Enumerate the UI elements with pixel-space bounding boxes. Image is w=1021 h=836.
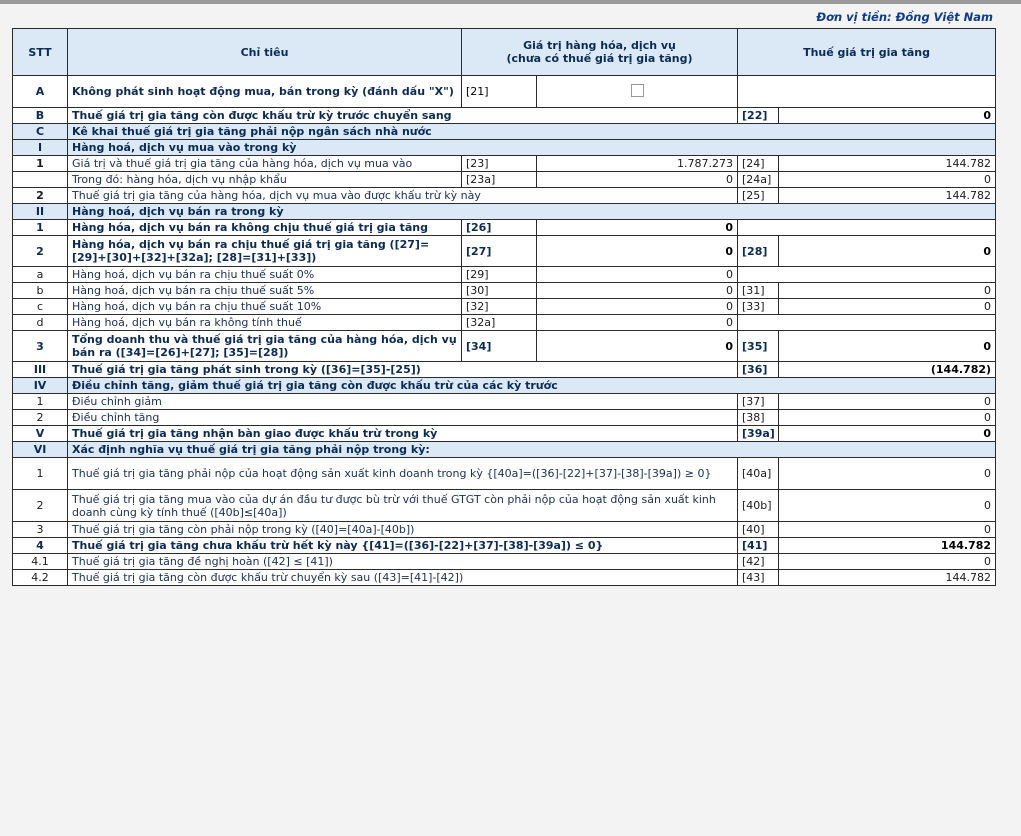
row-label: Giá trị và thuế giá trị gia tăng của hàng hóa, dịch vụ mua vào: [68, 156, 462, 172]
table-row: [13, 554, 996, 570]
top-divider: [0, 0, 1021, 4]
value-24[interactable]: 144.782: [779, 156, 996, 172]
table-row: [13, 236, 996, 267]
row-label: Thuế giá trị gia tăng của hàng hóa, dịch vụ mua vào được khấu trừ kỳ này: [68, 188, 738, 204]
row-label: Thuế giá trị gia tăng còn phải nộp trong kỳ ([40]=[40a]-[40b]): [68, 522, 738, 538]
row-stt: I: [13, 140, 68, 156]
no-activity-checkbox-cell[interactable]: [537, 76, 738, 108]
value-24a[interactable]: 0: [779, 172, 996, 188]
value-23a[interactable]: 0: [537, 172, 738, 188]
row-label: Thuế giá trị gia tăng phát sinh trong kỳ ([36]=[35]-[25]): [68, 362, 738, 378]
row-stt: 3: [13, 522, 68, 538]
table-row: [13, 220, 996, 236]
value-29[interactable]: 0: [537, 267, 738, 283]
row-stt: 3: [13, 331, 68, 362]
value-40b[interactable]: 0: [779, 490, 996, 522]
row-code: [30]: [462, 283, 537, 299]
value-30[interactable]: 0: [537, 283, 738, 299]
row-stt: 1: [13, 220, 68, 236]
row-stt: III: [13, 362, 68, 378]
table-row: [13, 362, 996, 378]
row-label: Hàng hoá, dịch vụ bán ra chịu thuế suất 5%: [68, 283, 462, 299]
value-32a[interactable]: 0: [537, 315, 738, 331]
no-activity-checkbox[interactable]: [631, 84, 644, 97]
row-empty: [738, 76, 996, 108]
row-label: Thuế giá trị gia tăng còn được khấu trừ kỳ trước chuyển sang: [68, 108, 738, 124]
value-42[interactable]: 0: [779, 554, 996, 570]
row-code: [22]: [738, 108, 779, 124]
row-code: [35]: [738, 331, 779, 362]
table-row: [13, 458, 996, 490]
row-code: [40]: [738, 522, 779, 538]
row-stt: IV: [13, 378, 68, 394]
table-row: [13, 410, 996, 426]
header-thue: Thuế giá trị gia tăng: [738, 29, 996, 76]
value-35[interactable]: 0: [779, 331, 996, 362]
row-stt: c: [13, 299, 68, 315]
value-39a[interactable]: 0: [779, 426, 996, 442]
value-26[interactable]: 0: [537, 220, 738, 236]
table-row: [13, 490, 996, 522]
table-row: [13, 172, 996, 188]
row-code: [41]: [738, 538, 779, 554]
row-empty: [738, 267, 996, 283]
table-row: [13, 299, 996, 315]
row-code: [26]: [462, 220, 537, 236]
header-stt: STT: [13, 29, 68, 76]
row-code: [36]: [738, 362, 779, 378]
row-stt: A: [13, 76, 68, 108]
value-38[interactable]: 0: [779, 410, 996, 426]
row-code: [38]: [738, 410, 779, 426]
row-code: [40a]: [738, 458, 779, 490]
section-row: [13, 378, 996, 394]
value-40[interactable]: 0: [779, 522, 996, 538]
section-row: [13, 140, 996, 156]
row-code: [24]: [738, 156, 779, 172]
table-row: [13, 331, 996, 362]
table-row: [13, 538, 996, 554]
table-row: [13, 188, 996, 204]
row-stt: [13, 172, 68, 188]
row-code: [27]: [462, 236, 537, 267]
value-32[interactable]: 0: [537, 299, 738, 315]
section-label: Điều chỉnh tăng, giảm thuế giá trị gia tăng còn được khấu trừ của các kỳ trước: [68, 378, 996, 394]
value-31[interactable]: 0: [779, 283, 996, 299]
row-code: [34]: [462, 331, 537, 362]
value-40a[interactable]: 0: [779, 458, 996, 490]
row-code: [42]: [738, 554, 779, 570]
table-row: [13, 267, 996, 283]
row-stt: B: [13, 108, 68, 124]
row-stt: 4: [13, 538, 68, 554]
value-43[interactable]: 144.782: [779, 570, 996, 586]
row-code: [39a]: [738, 426, 779, 442]
row-label: Thuế giá trị gia tăng mua vào của dự án đầu tư được bù trừ với thuế GTGT còn phải nộp của hoạt động sản xuất kinh doanh cùng kỳ tính thuế ([40b]≤[40a]): [68, 490, 738, 522]
value-34[interactable]: 0: [537, 331, 738, 362]
row-label: Thuế giá trị gia tăng nhận bàn giao được khấu trừ trong kỳ: [68, 426, 738, 442]
row-code: [32a]: [462, 315, 537, 331]
row-label: Hàng hoá, dịch vụ bán ra chịu thuế suất 10%: [68, 299, 462, 315]
row-code: [32]: [462, 299, 537, 315]
table-row: [13, 156, 996, 172]
section-label: Hàng hoá, dịch vụ mua vào trong kỳ: [68, 140, 996, 156]
row-stt: a: [13, 267, 68, 283]
row-label: Tổng doanh thu và thuế giá trị gia tăng của hàng hóa, dịch vụ bán ra ([34]=[26]+[27]; [35]=[28]): [68, 331, 462, 362]
value-41[interactable]: 144.782: [779, 538, 996, 554]
row-code: [24a]: [738, 172, 779, 188]
table-row: [13, 394, 996, 410]
row-code: [37]: [738, 394, 779, 410]
section-label: Hàng hoá, dịch vụ bán ra trong kỳ: [68, 204, 996, 220]
row-label: Hàng hóa, dịch vụ bán ra không chịu thuế giá trị gia tăng: [68, 220, 462, 236]
header-gia-tri-line1: Giá trị hàng hóa, dịch vụ: [523, 39, 676, 52]
section-label: Kê khai thuế giá trị gia tăng phải nộp ngân sách nhà nước: [68, 124, 996, 140]
vat-declaration-table: [12, 28, 996, 586]
value-23[interactable]: 1.787.273: [537, 156, 738, 172]
row-label: Thuế giá trị gia tăng còn được khấu trừ chuyển kỳ sau ([43]=[41]-[42]): [68, 570, 738, 586]
row-code: [28]: [738, 236, 779, 267]
row-label: Trong đó: hàng hóa, dịch vụ nhập khẩu: [68, 172, 462, 188]
row-label: Hàng hóa, dịch vụ bán ra chịu thuế giá trị gia tăng ([27]=[29]+[30]+[32]+[32a]; [28]=[31]+[33]): [68, 236, 462, 267]
row-label: Thuế giá trị gia tăng đề nghị hoàn ([42] ≤ [41]): [68, 554, 738, 570]
row-stt: 1: [13, 458, 68, 490]
row-label: Điều chỉnh tăng: [68, 410, 738, 426]
section-row: [13, 204, 996, 220]
row-code: [33]: [738, 299, 779, 315]
value-36[interactable]: (144.782): [779, 362, 996, 378]
section-row: [13, 124, 996, 140]
row-label: Không phát sinh hoạt động mua, bán trong kỳ (đánh dấu "X"): [68, 76, 462, 108]
row-stt: 2: [13, 236, 68, 267]
row-stt: b: [13, 283, 68, 299]
row-label: Điều chỉnh giảm: [68, 394, 738, 410]
row-label: Hàng hoá, dịch vụ bán ra chịu thuế suất 0%: [68, 267, 462, 283]
row-stt: 2: [13, 490, 68, 522]
section-label: Xác định nghĩa vụ thuế giá trị gia tăng phải nộp trong kỳ:: [68, 442, 996, 458]
row-label: Hàng hoá, dịch vụ bán ra không tính thuế: [68, 315, 462, 331]
row-code: [23a]: [462, 172, 537, 188]
row-stt: C: [13, 124, 68, 140]
header-gia-tri-line2: (chưa có thuế giá trị gia tăng): [506, 52, 693, 65]
table-row: [13, 283, 996, 299]
row-stt: d: [13, 315, 68, 331]
table-row: [13, 426, 996, 442]
row-code: [25]: [738, 188, 779, 204]
value-27[interactable]: 0: [537, 236, 738, 267]
table-row: [13, 315, 996, 331]
row-stt: VI: [13, 442, 68, 458]
row-empty: [738, 315, 996, 331]
table-row: [13, 522, 996, 538]
row-code: [40b]: [738, 490, 779, 522]
row-label: Thuế giá trị gia tăng phải nộp của hoạt động sản xuất kinh doanh trong kỳ {[40a]=([36]-[22]+[37]-[38]-[39a]) ≥ 0}: [68, 458, 738, 490]
row-code: [43]: [738, 570, 779, 586]
row-stt: 4.2: [13, 570, 68, 586]
row-empty: [738, 220, 996, 236]
row-stt: 1: [13, 394, 68, 410]
row-code: [23]: [462, 156, 537, 172]
row-stt: 2: [13, 188, 68, 204]
table-row: [13, 570, 996, 586]
row-stt: 2: [13, 410, 68, 426]
header-chi-tieu: Chỉ tiêu: [68, 29, 462, 76]
row-code: [21]: [462, 76, 537, 108]
row-label: Thuế giá trị gia tăng chưa khấu trừ hết kỳ này {[41]=([36]-[22]+[37]-[38]-[39a]) ≤ 0}: [68, 538, 738, 554]
value-33[interactable]: 0: [779, 299, 996, 315]
table-header-row: [13, 29, 996, 76]
currency-unit-label: Đơn vị tiền: Đồng Việt Nam: [816, 10, 993, 24]
table-row: [13, 76, 996, 108]
value-28[interactable]: 0: [779, 236, 996, 267]
row-stt: II: [13, 204, 68, 220]
row-stt: 1: [13, 156, 68, 172]
value-22[interactable]: 0: [779, 108, 996, 124]
row-code: [31]: [738, 283, 779, 299]
row-stt: V: [13, 426, 68, 442]
value-25[interactable]: 144.782: [779, 188, 996, 204]
header-gia-tri: [462, 29, 738, 76]
table-row: [13, 108, 996, 124]
value-37[interactable]: 0: [779, 394, 996, 410]
row-stt: 4.1: [13, 554, 68, 570]
row-code: [29]: [462, 267, 537, 283]
section-row: [13, 442, 996, 458]
